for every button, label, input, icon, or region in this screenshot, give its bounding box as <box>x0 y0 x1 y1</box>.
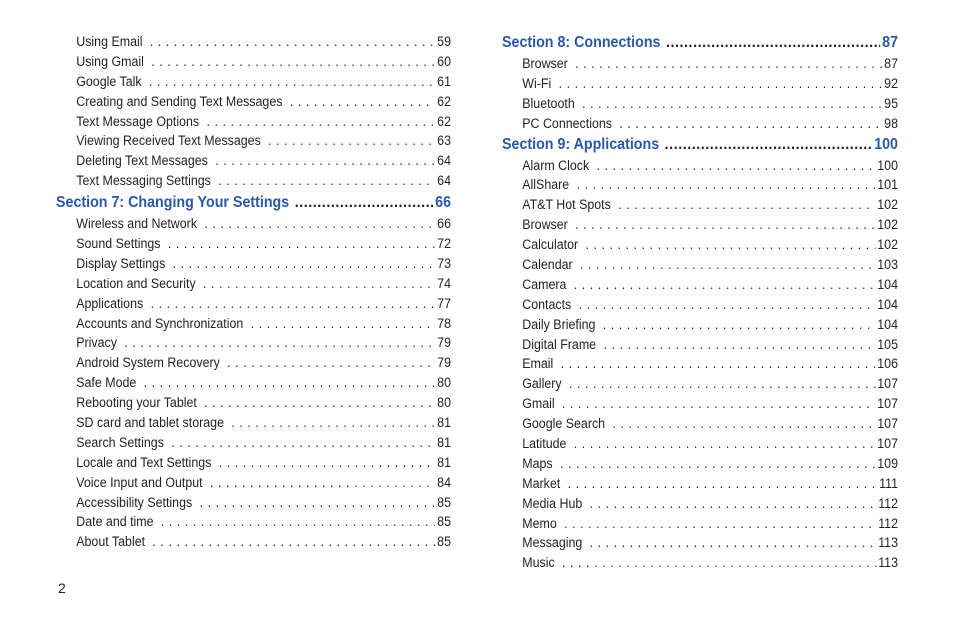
toc-section-heading-section-9-applications[interactable] <box>502 136 898 158</box>
toc-page-number: 98 <box>884 115 899 131</box>
toc-page-number: 64 <box>437 173 452 189</box>
toc-entry-safe-mode[interactable] <box>56 375 451 395</box>
dot-leader <box>219 455 436 470</box>
dot-leader <box>215 153 435 168</box>
toc-entry-deleting-text-messages[interactable] <box>56 153 451 173</box>
toc-label: Voice Input and Output <box>76 474 203 490</box>
toc-page-number: 85 <box>437 494 452 510</box>
toc-page-number: 100 <box>877 157 899 173</box>
toc-label: Privacy <box>76 335 117 351</box>
toc-entry-gmail[interactable] <box>502 396 898 416</box>
dot-leader <box>579 297 876 312</box>
toc-label: Google Talk <box>76 73 142 89</box>
toc-page-number: 101 <box>877 177 899 193</box>
dot-leader <box>612 416 875 431</box>
toc-page-number: 66 <box>435 194 452 212</box>
toc-entry-date-and-time[interactable] <box>56 514 451 534</box>
toc-entry-google-search[interactable] <box>502 416 898 436</box>
toc-page-number: 109 <box>877 455 899 471</box>
toc-entry-search-settings[interactable] <box>56 435 451 455</box>
toc-page-number: 103 <box>877 257 899 273</box>
toc-label: Memo <box>522 515 557 531</box>
dot-leader <box>203 276 435 291</box>
toc-page-number: 100 <box>874 135 899 153</box>
toc-page-number: 107 <box>877 396 899 412</box>
dot-leader <box>149 74 435 89</box>
toc-label: Market <box>522 475 561 491</box>
toc-entry-location-and-security[interactable] <box>56 276 451 296</box>
toc-label: Accessibility Settings <box>76 494 193 510</box>
toc-label: SD card and tablet storage <box>76 415 225 431</box>
toc-label: Browser <box>522 217 568 233</box>
dot-leader <box>618 197 875 212</box>
toc-entry-using-gmail[interactable] <box>56 54 451 74</box>
toc-label: Deleting Text Messages <box>76 153 208 169</box>
toc-label: Music <box>522 555 555 571</box>
toc-label: About Tablet <box>76 534 146 550</box>
toc-page-number: 113 <box>878 535 899 551</box>
toc-page-number: 85 <box>437 514 452 530</box>
toc-label: Email <box>522 356 554 372</box>
toc-entry-media-hub[interactable] <box>502 496 898 516</box>
toc-entry-viewing-received-text-messages[interactable] <box>56 133 451 153</box>
toc-entry-gallery[interactable] <box>502 376 898 396</box>
dot-leader <box>590 496 877 511</box>
toc-page-number: 107 <box>877 416 899 432</box>
toc-label: Location and Security <box>76 275 196 291</box>
toc-page-number: 84 <box>437 474 452 490</box>
dot-leader <box>210 475 435 490</box>
toc-label: Sound Settings <box>76 236 161 252</box>
toc-entry-at-t-hot-spots[interactable] <box>502 197 898 217</box>
dot-leader <box>204 216 435 231</box>
dot-leader <box>574 436 876 451</box>
toc-label: Display Settings <box>76 255 166 271</box>
dot-leader <box>562 396 875 411</box>
toc-page-number: 78 <box>437 315 452 331</box>
dot-leader <box>144 375 436 390</box>
dot-leader <box>568 476 878 491</box>
dot-leader <box>562 555 876 570</box>
toc-entry-latitude[interactable] <box>502 436 898 456</box>
page-number: 2 <box>58 580 66 596</box>
dot-leader <box>560 456 875 471</box>
toc-page-number: 104 <box>877 296 899 312</box>
toc-page-number: 77 <box>437 295 452 311</box>
toc-label: Section 7: Changing Your Settings <box>56 194 290 212</box>
toc-entry-browser[interactable] <box>502 56 898 76</box>
dot-leader <box>603 317 876 332</box>
dot-leader <box>171 435 435 450</box>
toc-label: PC Connections <box>522 115 612 131</box>
toc-entry-wi-fi[interactable] <box>502 76 898 96</box>
toc-entry-creating-and-sending-text-messages[interactable] <box>56 94 451 114</box>
toc-entry-email[interactable] <box>502 356 898 376</box>
toc-page-number: 73 <box>437 255 452 271</box>
dot-leader <box>206 114 435 129</box>
toc-entry-wireless-and-network[interactable] <box>56 216 451 236</box>
toc-label: Daily Briefing <box>522 316 596 332</box>
toc-label: Digital Frame <box>522 336 597 352</box>
toc-entry-rebooting-your-tablet[interactable] <box>56 395 451 415</box>
toc-page-number: 102 <box>877 197 899 213</box>
dot-leader <box>251 316 436 331</box>
toc-entry-using-email[interactable] <box>56 34 451 54</box>
dot-leader <box>290 94 436 109</box>
toc-label: Media Hub <box>522 495 583 511</box>
toc-label: AllShare <box>522 177 570 193</box>
toc-page-number: 111 <box>879 475 899 491</box>
toc-label: Applications <box>76 295 144 311</box>
toc-entry-calendar[interactable] <box>502 257 898 277</box>
toc-label: Google Search <box>522 416 606 432</box>
dot-leader <box>603 337 875 352</box>
toc-entry-google-talk[interactable] <box>56 74 451 94</box>
toc-label: Calculator <box>522 237 579 253</box>
toc-label: Alarm Clock <box>522 157 590 173</box>
toc-label: Text Messaging Settings <box>76 173 211 189</box>
dot-leader <box>161 514 435 529</box>
toc-entry-sd-card-and-tablet-storage[interactable] <box>56 415 451 435</box>
dot-leader <box>200 495 436 510</box>
toc-page-number: 59 <box>437 34 452 49</box>
toc-page-number: 60 <box>437 53 452 69</box>
dot-leader <box>586 237 876 252</box>
toc-label: Maps <box>522 455 553 471</box>
toc-page-number: 79 <box>437 335 452 351</box>
toc-label: Contacts <box>522 296 572 312</box>
toc-entry-about-tablet[interactable] <box>56 534 451 554</box>
toc-entry-messaging[interactable] <box>502 535 898 555</box>
toc-page-number: 102 <box>877 237 899 253</box>
toc-label: Calendar <box>522 257 573 273</box>
toc-page-number: 61 <box>437 73 452 89</box>
toc-entry-alarm-clock[interactable] <box>502 158 898 178</box>
dot-leader <box>151 54 435 69</box>
toc-page-number: 81 <box>437 415 452 431</box>
toc-entry-display-settings[interactable] <box>56 256 451 276</box>
dot-leader <box>268 133 435 148</box>
dot-leader <box>152 534 435 549</box>
toc-label: Wi-Fi <box>522 75 552 91</box>
dot-leader <box>561 356 876 371</box>
toc-entry-bluetooth[interactable] <box>502 96 898 116</box>
toc-entry-accounts-and-synchronization[interactable] <box>56 316 451 336</box>
toc-page-number: 62 <box>437 113 452 129</box>
toc-page-number: 113 <box>878 555 899 571</box>
toc-label: Android System Recovery <box>76 355 220 371</box>
toc-entry-text-message-options[interactable] <box>56 114 451 134</box>
dot-leader <box>619 116 882 131</box>
toc-page-number: 81 <box>437 454 452 470</box>
dot-leader <box>124 335 435 350</box>
toc-entry-market[interactable] <box>502 476 898 496</box>
dot-leader <box>559 76 883 91</box>
toc-page-number: 102 <box>877 217 899 233</box>
toc-section-heading-section-7-changing-your-settings[interactable] <box>56 194 451 216</box>
toc-entry-contacts[interactable] <box>502 297 898 317</box>
dot-leader <box>218 173 435 188</box>
toc-label: Safe Mode <box>76 375 137 391</box>
toc-label: Date and time <box>76 514 154 530</box>
toc-label: Gmail <box>522 396 555 412</box>
toc-section-heading-section-8-connections[interactable] <box>502 34 898 56</box>
dot-leader <box>575 56 882 71</box>
toc-page-number: 107 <box>877 436 899 452</box>
toc-entry-android-system-recovery[interactable] <box>56 355 451 375</box>
toc-page-number: 64 <box>437 153 452 169</box>
dot-leader <box>580 257 875 272</box>
dot-leader <box>582 96 882 111</box>
toc-page-number: 92 <box>884 75 899 91</box>
toc-entry-locale-and-text-settings[interactable] <box>56 455 451 475</box>
toc-label: Viewing Received Text Messages <box>76 133 261 149</box>
toc-label: Section 8: Connections <box>502 34 661 51</box>
toc-label: Rebooting your Tablet <box>76 395 197 411</box>
dot-leader <box>574 277 876 292</box>
toc-page-number: 104 <box>877 316 899 332</box>
toc-page-number: 104 <box>877 276 899 292</box>
dot-leader <box>204 395 435 410</box>
toc-label: AT&T Hot Spots <box>522 197 611 213</box>
toc-label: Bluetooth <box>522 95 575 111</box>
toc-label: Messaging <box>522 535 583 551</box>
toc-entry-sound-settings[interactable] <box>56 236 451 256</box>
toc-entry-camera[interactable] <box>502 277 898 297</box>
toc-label: Latitude <box>522 436 567 452</box>
toc-entry-maps[interactable] <box>502 456 898 476</box>
toc-entry-voice-input-and-output[interactable] <box>56 475 451 495</box>
dot-leader <box>597 158 876 173</box>
dot-leader <box>590 535 877 550</box>
toc-entry-privacy[interactable] <box>56 335 451 355</box>
dot-leader <box>564 516 876 531</box>
toc-page-number: 87 <box>884 56 899 71</box>
toc-entry-pc-connections[interactable] <box>502 116 898 136</box>
toc-page-number: 87 <box>882 34 899 51</box>
toc-label: Search Settings <box>76 434 164 450</box>
toc-page-number: 85 <box>437 534 452 550</box>
toc-page-number: 112 <box>878 495 899 511</box>
toc-label: Gallery <box>522 376 562 392</box>
toc-page-number: 80 <box>437 395 452 411</box>
dot-leader <box>168 236 435 251</box>
toc-left-column <box>56 34 451 554</box>
dot-leader <box>173 256 436 271</box>
toc-page-number: 112 <box>878 515 899 531</box>
toc-page-number: 63 <box>437 133 452 149</box>
toc-entry-calculator[interactable] <box>502 237 898 257</box>
toc-entry-applications[interactable] <box>56 296 451 316</box>
dot-leader <box>666 34 880 52</box>
toc-entry-daily-briefing[interactable] <box>502 317 898 337</box>
toc-label: Locale and Text Settings <box>76 454 212 470</box>
toc-page-number: 107 <box>877 376 899 392</box>
toc-page-number: 66 <box>437 216 452 232</box>
toc-label: Text Message Options <box>76 113 200 129</box>
toc-entry-memo[interactable] <box>502 516 898 536</box>
toc-label: Section 9: Applications <box>502 135 660 153</box>
toc-page-number: 81 <box>437 434 452 450</box>
toc-page-number: 80 <box>437 375 452 391</box>
toc-page-number: 72 <box>437 236 452 252</box>
toc-page-number: 74 <box>437 275 452 291</box>
dot-leader <box>577 177 876 192</box>
toc-entry-text-messaging-settings[interactable] <box>56 173 451 193</box>
toc-entry-music[interactable] <box>502 555 898 575</box>
toc-right-column <box>502 34 898 575</box>
dot-leader <box>151 296 436 311</box>
dot-leader <box>227 355 435 370</box>
dot-leader <box>665 136 873 154</box>
toc-page-number: 62 <box>437 93 452 109</box>
dot-leader <box>231 415 435 430</box>
dot-leader <box>150 34 435 49</box>
toc-label: Creating and Sending Text Messages <box>76 93 283 109</box>
dot-leader <box>295 194 434 212</box>
toc-label: Wireless and Network <box>76 216 198 232</box>
toc-entry-accessibility-settings[interactable] <box>56 495 451 515</box>
toc-label: Browser <box>522 56 568 71</box>
toc-entry-allshare[interactable] <box>502 177 898 197</box>
toc-entry-browser[interactable] <box>502 217 898 237</box>
toc-label: Using Gmail <box>76 53 144 69</box>
toc-label: Accounts and Synchronization <box>76 315 244 331</box>
dot-leader <box>575 217 875 232</box>
dot-leader <box>569 376 875 391</box>
toc-page-number: 105 <box>877 336 899 352</box>
toc-label: Using Email <box>76 34 143 49</box>
toc-entry-digital-frame[interactable] <box>502 337 898 357</box>
toc-page-number: 106 <box>877 356 899 372</box>
toc-page-number: 79 <box>437 355 452 371</box>
toc-page-number: 95 <box>884 95 899 111</box>
toc-label: Camera <box>522 276 567 292</box>
